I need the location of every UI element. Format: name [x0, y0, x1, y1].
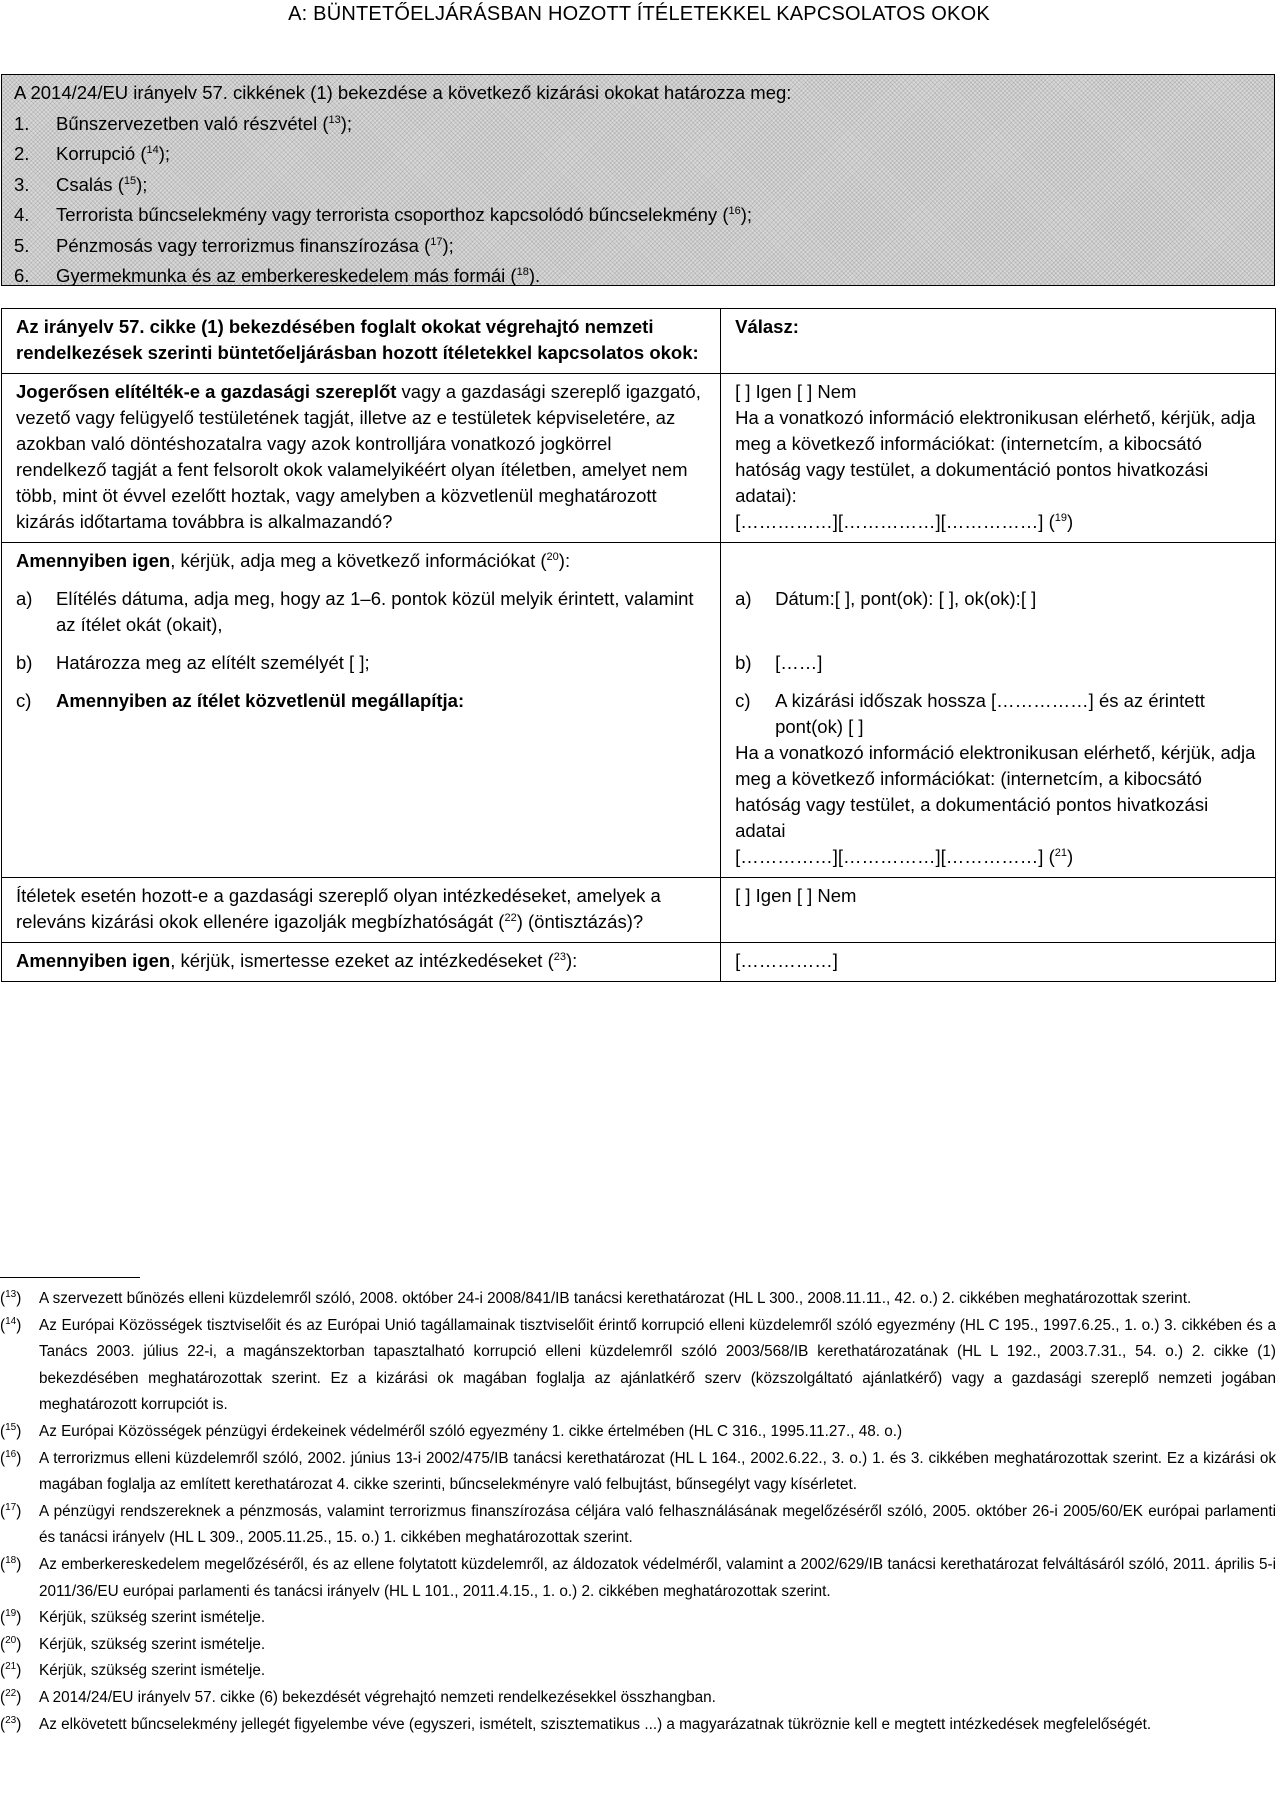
yes-no-checkboxes[interactable]: [ ] Igen [ ] Nem	[735, 381, 857, 402]
reference-brackets-close: )	[1067, 511, 1074, 532]
footnote-text: A terrorizmus elleni küzdelemről szóló, 2002. június 13-i 2002/475/IB tanácsi kerethatározat (HL L 164., 2002.6.22., 3. o.) 1. és 3. cikkében meghatározottak szerint. Ez a kizárási ok magában foglalja az említett kerethatározat 4. cikke szerinti, bűncselekményre való felbujtást, bűnsegélyt vagy kísérletet.	[39, 1449, 1276, 1494]
details-intro-text: , kérjük, adja meg a következő információkat (	[170, 550, 547, 571]
reference-brackets-text[interactable]: [……………][……………][……………] (	[735, 511, 1055, 532]
details-intro-punct: ):	[558, 550, 571, 571]
detail-c-text: Amennyiben az ítélet közvetlenül megállapítja:	[56, 690, 465, 711]
footnote-text: Kérjük, szükség szerint ismételje.	[39, 1635, 266, 1653]
intro-item	[14, 170, 1274, 201]
header-answer: Válasz:	[735, 316, 799, 337]
intro-item-punct: );	[340, 112, 353, 134]
table-row-self-cleaning	[2, 878, 1276, 943]
footnote-number: 13	[5, 1289, 17, 1300]
footnote-number: 14	[5, 1315, 17, 1327]
intro-item-punct: );	[136, 173, 148, 195]
footnote-text: Kérjük, szükség szerint ismételje.	[39, 1609, 266, 1627]
convicted-person-field[interactable]: [……]	[775, 652, 823, 673]
intro-lead-text: A 2014/24/EU irányelv 57. cikkének (1) bekezdése a következő kizárási okokat határozza meg:	[14, 82, 792, 103]
footnote-number: 20	[5, 1634, 17, 1646]
table-row-detail-c	[2, 683, 1276, 878]
footnote: ($^{21}$) Kérjük, szükség szerint ismételje.	[0, 1658, 1276, 1685]
measures-question-punct: ):	[565, 950, 578, 971]
electronic-info-text: Ha a vonatkozó információ elektronikusan elérhető, kérjük, adja meg a következő információkat: (internetcím, a kibocsátó hatóság vagy testület, a dokumentáció pontos hivatkozási adatai):	[735, 407, 1256, 506]
table-row-detail-b	[2, 645, 1276, 683]
details-intro-cell	[2, 543, 721, 582]
conviction-question-bold: Jogerősen elítélték-e a gazdasági szereplőt	[16, 381, 397, 402]
intro-item-text: Bűnszervezetben való részvétel (	[56, 112, 329, 134]
page-title: A: BÜNTETŐELJÁRÁSBAN HOZOTT ÍTÉLETEKKEL KAPCSOLATOS OKOK	[288, 3, 990, 25]
details-intro-bold: Amennyiben igen	[16, 550, 171, 571]
footnote-number: 15	[5, 1421, 17, 1433]
footnote-text: A 2014/24/EU irányelv 57. cikke (6) bekezdését végrehajtó nemzeti rendelkezésekkel összhangban.	[39, 1688, 716, 1706]
footnote-ref[interactable]: 13	[328, 113, 341, 126]
date-points-reasons-field[interactable]: Dátum:[ ], pont(ok): [ ], ok(ok):[ ]	[775, 588, 1037, 609]
reference-brackets[interactable]	[735, 844, 1261, 870]
criminal-convictions-table	[1, 308, 1276, 982]
footnote-number: 23	[5, 1714, 17, 1726]
measures-field[interactable]: [……………]	[735, 950, 838, 971]
detail-b-cell	[2, 645, 721, 683]
table-row-details-intro	[2, 543, 1276, 582]
exclusion-period-field[interactable]: A kizárási időszak hossza [……………] és az érintett pont(ok) [ ]	[775, 690, 1205, 737]
detail-a-answer-cell	[721, 581, 1276, 645]
conviction-question-text: vagy a gazdasági szereplő igazgató, vezető vagy felügyelő testületének tagját, illetve az e testületek képviseletére, az azokban való döntéshozatalra vagy azok kontrolljára vonatkozó jogkörrel rendelkező tagját a fent felsorolt okok valamelyikéért olyan ítéletben, amelyet nem több, mint öt évvel ezelőtt hoztak, vagy amelyben a közvetlenül meghatározott kizárás időtartama továbbra is alkalmazandó?	[16, 381, 701, 532]
reference-brackets-close: )	[1067, 846, 1074, 867]
footnote: ($^{15}$) Az Európai Közösségek pénzügyi érdekeinek védelméről szóló egyezmény 1. cikke értelmében (HL C 316., 1995.11.27., 48. o.)	[0, 1419, 1276, 1446]
intro-item-text: Pénzmosás vagy terrorizmus finanszírozása (	[56, 234, 431, 256]
measures-question-bold: Amennyiben igen	[16, 950, 171, 971]
detail-c-cell	[2, 683, 721, 878]
intro-item	[14, 261, 1274, 292]
detail-c-answer-cell	[721, 683, 1276, 878]
intro-item-text: Terrorista bűncselekmény vagy terrorista csoporthoz kapcsolódó bűncselekmény (	[56, 204, 729, 225]
footnote-text: Az Európai Közösségek pénzügyi érdekeinek védelméről szóló egyezmény 1. cikke értelmében (HL C 316., 1995.11.27., 48. o.)	[39, 1422, 903, 1440]
intro-item	[14, 139, 1274, 170]
detail-b-answer-cell	[721, 645, 1276, 683]
footnote: ($^{17}$) A pénzügyi rendszereknek a pénzmosás, valamint terrorizmus finanszírozása céljára való felhasználásának megelőzéséről szóló, 2005. október 26-i 2005/60/EK európai parlamenti és tanácsi irányelv (HL L 309., 2005.11.25., 15. o.) 1. cikkében meghatározottak szerint.	[0, 1499, 1276, 1552]
self-cleaning-question-end: ) (öntisztázás)?	[516, 911, 644, 932]
header-answer-cell	[721, 309, 1276, 374]
footnote-ref[interactable]: 19	[1054, 512, 1067, 524]
footnote: ($^{19}$) Kérjük, szükség szerint ismételje.	[0, 1605, 1276, 1632]
footnote-ref[interactable]: 18	[516, 266, 529, 278]
yes-no-checkboxes[interactable]: [ ] Igen [ ] Nem	[735, 885, 857, 906]
footnote-text: A pénzügyi rendszereknek a pénzmosás, valamint terrorizmus finanszírozása céljára való felhasználásának megelőzéséről szóló, 2005. október 26-i 2005/60/EK európai parlamenti és tanácsi irányelv (HL L 309., 2005.11.25., 15. o.) 1. cikkében meghatározottak szerint.	[39, 1502, 1276, 1547]
measures-question-cell	[2, 943, 721, 982]
detail-a-text: Elítélés dátuma, adja meg, hogy az 1–6. pontok közül melyik érintett, valamint az ítélet okát (okait),	[56, 588, 694, 635]
footnote-number: 16	[5, 1448, 17, 1460]
header-question-cell	[2, 309, 721, 374]
table-header-row	[2, 309, 1276, 374]
intro-item-number: 4.	[14, 204, 30, 225]
details-intro-answer-cell	[721, 543, 1276, 582]
footnote-ref[interactable]: 14	[146, 144, 159, 156]
reference-brackets[interactable]	[735, 509, 1261, 535]
footnote-ref[interactable]: 22	[504, 912, 517, 924]
footnote-text: Kérjük, szükség szerint ismételje.	[39, 1662, 266, 1680]
table-row-conviction	[2, 374, 1276, 543]
footnote-ref[interactable]: 20	[546, 551, 559, 563]
footnote-number: 18	[5, 1554, 17, 1566]
footnote-text: A szervezett bűnözés elleni küzdelemről szóló, 2008. október 24-i 2008/841/IB tanácsi kerethatározat (HL L 300., 2008.11.11., 42. o.) 2. cikkében meghatározottak szerint.	[39, 1290, 1192, 1307]
detail-a-letter: a)	[16, 588, 33, 609]
detail-b-answer-letter: b)	[735, 652, 752, 673]
footnote-number: 19	[5, 1608, 17, 1620]
intro-item-punct: ).	[528, 265, 541, 286]
measures-question-text: , kérjük, ismertesse ezeket az intézkedéseket (	[170, 950, 554, 971]
footnote: ($^{13}$) A szervezett bűnözés elleni küzdelemről szóló, 2008. október 24-i 2008/841/IB tanácsi kerethatározat (HL L 300., 2008.11.11., 42. o.) 2. cikkében meghatározottak szerint.	[0, 1286, 1276, 1313]
intro-item-number: 6.	[14, 265, 30, 286]
footnote: ($^{23}$) Az elkövetett bűncselekmény jellegét figyelembe véve (egyszeri, ismételt, szisztematikus ...) a magyarázatnak tükröznie kell e megtett intézkedések megfelelőségét.	[0, 1712, 1276, 1739]
intro-item-punct: );	[442, 234, 454, 256]
table-row-measures	[2, 943, 1276, 982]
self-cleaning-question-cell	[2, 878, 721, 943]
detail-b-letter: b)	[16, 652, 33, 673]
intro-item	[14, 200, 1274, 231]
conviction-question-cell	[2, 374, 721, 543]
footnote-ref[interactable]: 15	[123, 174, 137, 187]
footnote: ($^{20}$) Kérjük, szükség szerint ismételje.	[0, 1632, 1276, 1659]
intro-item-text: Korrupció (	[56, 143, 147, 164]
footnotes	[0, 1286, 1276, 1738]
detail-a-answer-letter: a)	[735, 588, 752, 609]
intro-item-punct: );	[158, 143, 171, 164]
intro-item	[14, 109, 1274, 140]
footnote-number: 21	[5, 1661, 17, 1673]
footnote: ($^{18}$) Az emberkereskedelem megelőzéséről, és az ellene folytatott küzdelemről, az áldozatok védelméről, valamint a 2002/629/IB tanácsi kerethatározat felváltásáról szóló, 2011. április 5-i 2011/36/EU európai parlamenti és tanácsi irányelv (HL L 101., 2011.4.15., 1. o.) 2. cikkében meghatározottak szerint.	[0, 1552, 1276, 1605]
intro-item-number: 3.	[14, 173, 30, 195]
self-cleaning-question: Ítéletek esetén hozott-e a gazdasági szereplő olyan intézkedéseket, amelyek a releváns kizárási okok ellenére igazolják megbízhatóságát (	[16, 885, 661, 932]
exclusion-grounds-box	[1, 74, 1275, 286]
intro-item	[14, 231, 1274, 262]
intro-item-text: Gyermekmunka és az emberkereskedelem más formái (	[56, 265, 517, 286]
footnote: ($^{14}$) Az Európai Közösségek tisztviselőit és az Európai Unió tagállamainak tisztviselőit érintő korrupció elleni küzdelemről szóló egyezmény (HL C 195., 1997.6.25., 1. o.) 3. cikkében és a Tanács 2003. július 22-i, a magánszektorban tapasztalható korrupció elleni küzdelemről szóló 2003/568/IB kerethatározatának (HL L 192., 2003.7.31., 54. o.) 2. cikke (1) bekezdésében meghatározottak szerint. Ez a kizárási ok magában foglalja az ajánlatkérő szerv (közszolgáltató ajánlatkérő) vagy a gazdasági szereplő nemzeti jogában meghatározott korrupciót is.	[0, 1313, 1276, 1419]
footnote-number: 17	[5, 1501, 17, 1513]
intro-item-number: 1.	[14, 112, 30, 134]
detail-a-cell	[2, 581, 721, 645]
footnote-ref[interactable]: 23	[553, 951, 566, 963]
footnote-ref[interactable]: 17	[430, 235, 443, 248]
intro-item-punct: );	[740, 204, 753, 225]
footnote-ref[interactable]: 21	[1054, 847, 1067, 859]
footnote-divider	[0, 1277, 140, 1278]
detail-b-text: Határozza meg az elítélt személyét [ ];	[56, 652, 370, 673]
detail-c-answer-letter: c)	[735, 690, 751, 711]
measures-answer-cell	[721, 943, 1276, 982]
header-question: Az irányelv 57. cikke (1) bekezdésében foglalt okokat végrehajtó nemzeti rendelkezések szerinti büntetőeljárásban hozott ítéletekkel kapcsolatos okok:	[16, 316, 699, 363]
footnote: ($^{16}$) A terrorizmus elleni küzdelemről szóló, 2002. június 13-i 2002/475/IB tanácsi kerethatározat (HL L 164., 2002.6.22., 3. o.) 1. és 3. cikkében meghatározottak szerint. Ez a kizárási ok magában foglalja az említett kerethatározat 4. cikke szerinti, bűncselekményre való felbujtást, bűnsegélyt vagy kísérletet.	[0, 1446, 1276, 1499]
detail-c-letter: c)	[16, 690, 32, 711]
footnote-text: Az emberkereskedelem megelőzéséről, és az ellene folytatott küzdelemről, az áldozatok védelméről, valamint a 2002/629/IB tanácsi kerethatározat felváltásáról szóló, 2011. április 5-i 2011/36/EU európai parlamenti és tanácsi irányelv (HL L 101., 2011.4.15., 1. o.) 2. cikkében meghatározottak szerint.	[39, 1555, 1276, 1600]
conviction-answer-cell	[721, 374, 1276, 543]
intro-item-number: 2.	[14, 143, 30, 164]
electronic-info-text: Ha a vonatkozó információ elektronikusan elérhető, kérjük, adja meg a következő információkat: (internetcím, a kibocsátó hatóság vagy testület, a dokumentáció pontos hivatkozási adatai	[735, 742, 1256, 841]
intro-item-text: Csalás (	[56, 173, 124, 195]
intro-lead	[14, 78, 1274, 109]
footnote-number: 22	[5, 1687, 17, 1699]
table-row-detail-a	[2, 581, 1276, 645]
footnote-text: Az elkövetett bűncselekmény jellegét figyelembe véve (egyszeri, ismételt, szisztematikus ...) a magyarázatnak tükröznie kell e megtett intézkedések megfelelőségét.	[39, 1715, 1152, 1733]
reference-brackets-text[interactable]: [……………][……………][……………] (	[735, 846, 1055, 867]
footnote-ref[interactable]: 16	[728, 205, 741, 217]
footnote: ($^{22}$) A 2014/24/EU irányelv 57. cikke (6) bekezdését végrehajtó nemzeti rendelkezésekkel összhangban.	[0, 1685, 1276, 1712]
self-cleaning-answer-cell	[721, 878, 1276, 943]
intro-item-number: 5.	[14, 234, 30, 256]
footnote-text: Az Európai Közösségek tisztviselőit és az Európai Unió tagállamainak tisztviselőit érintő korrupció elleni küzdelemről szóló egyezmény (HL C 195., 1997.6.25., 1. o.) 3. cikkében és a Tanács 2003. július 22-i, a magánszektorban tapasztalható korrupció elleni küzdelemről szóló 2003/568/IB kerethatározatának (HL L 192., 2003.7.31., 54. o.) 2. cikke (1) bekezdésében meghatározottak szerint. Ez a kizárási ok magában foglalja az ajánlatkérő szerv (közszolgáltató ajánlatkérő) vagy a gazdasági szereplő nemzeti jogában meghatározott korrupciót is.	[39, 1316, 1276, 1414]
